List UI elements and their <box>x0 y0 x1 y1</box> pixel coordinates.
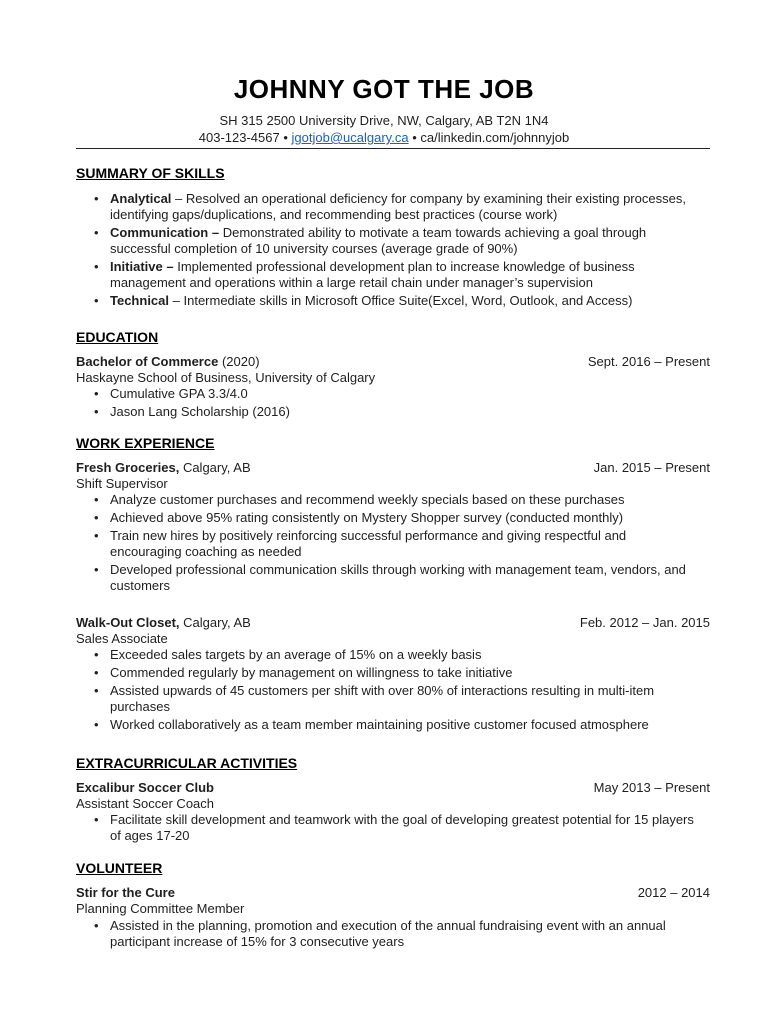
activity-org: Excalibur Soccer Club <box>76 780 214 795</box>
list-item <box>76 191 696 223</box>
skill-sep: – <box>169 293 184 308</box>
skills-list <box>76 191 696 311</box>
list-item <box>76 225 696 257</box>
email-link[interactable]: jgotjob@ucalgary.ca <box>291 130 409 145</box>
address-line: SH 315 2500 University Drive, NW, Calgary, AB T2N 1N4 <box>219 113 549 128</box>
activity-header <box>76 780 710 796</box>
education-date: Sept. 2016 – Present <box>587 354 710 369</box>
employer-location: Calgary, AB <box>179 460 251 475</box>
separator: • <box>412 130 417 145</box>
section-title-skills: SUMMARY OF SKILLS <box>76 165 225 181</box>
skill-text: Demonstrated ability to motivate a team towards achieving a goal through successful completion of 10 university courses (average grade of 90%) <box>110 225 647 256</box>
section-title-education: EDUCATION <box>76 329 159 345</box>
volunteer-list <box>76 918 696 952</box>
candidate-name: JOHNNY GOT THE JOB <box>233 74 535 104</box>
job-title: Shift Supervisor <box>76 476 168 491</box>
linkedin-text: ca/linkedin.com/johnnyjob <box>420 130 570 145</box>
skill-label: Analytical <box>110 191 172 206</box>
list-item: • Facilitate skill development and teamwork with the goal of developing greatest potential for 15 players of ages 17-20 <box>76 812 696 844</box>
list-item: • Achieved above 95% rating consistently on Mystery Shopper survey (conducted monthly) <box>76 510 696 526</box>
employer-name: Fresh Groceries, <box>76 460 180 475</box>
activity-date: May 2013 – Present <box>593 780 710 795</box>
volunteer-date: 2012 – 2014 <box>637 885 710 900</box>
list-item: • Assisted upwards of 45 customers per shift with over 80% of interactions resulting in multi-item purchases <box>76 683 696 715</box>
list-item: • Jason Lang Scholarship (2016) <box>76 404 696 420</box>
section-title-work: WORK EXPERIENCE <box>76 435 215 451</box>
list-item: • Analyze customer purchases and recommend weekly specials based on these purchases <box>76 492 696 508</box>
skill-text: Intermediate skills in Microsoft Office Suite(Excel, Word, Outlook, and Access) <box>183 293 633 308</box>
list-item: • Assisted in the planning, promotion and execution of the annual fundraising event with an annual participant increase of 15% for 3 consecutive years <box>76 918 696 950</box>
education-entry-header <box>76 354 710 370</box>
skill-label: Technical <box>110 293 170 308</box>
skill-sep: – <box>171 191 186 206</box>
job-header <box>76 615 710 631</box>
activity-role: Assistant Soccer Coach <box>76 796 215 811</box>
list-item: • Commended regularly by management on willingness to take initiative <box>76 665 696 681</box>
job-date: Jan. 2015 – Present <box>593 460 710 475</box>
skill-label: Initiative – <box>110 259 174 274</box>
job-duties-list <box>76 647 696 735</box>
list-item <box>76 293 696 309</box>
list-item: • Worked collaboratively as a team member maintaining positive customer focused atmosphere <box>76 717 696 733</box>
section-title-extracurricular: EXTRACURRICULAR ACTIVITIES <box>76 755 298 771</box>
job-header <box>76 460 710 476</box>
list-item: • Cumulative GPA 3.3/4.0 <box>76 386 696 402</box>
degree-year: (2020) <box>218 354 260 369</box>
education-list <box>76 386 696 422</box>
degree-name: Bachelor of Commerce <box>76 354 219 369</box>
separator: • <box>283 130 288 145</box>
section-title-volunteer: VOLUNTEER <box>76 860 163 876</box>
skill-label: Communication – <box>110 225 220 240</box>
list-item: • Exceeded sales targets by an average of 15% on a weekly basis <box>76 647 696 663</box>
phone-number: 403-123-4567 <box>198 130 280 145</box>
skill-text: Resolved an operational deficiency for company by examining their existing processes, identifying gaps/duplications, and recommending best practices (course work) <box>110 191 686 222</box>
activity-list <box>76 812 696 846</box>
employer-location: Calgary, AB <box>179 615 251 630</box>
school-name: Haskayne School of Business, University of Calgary <box>76 370 376 385</box>
list-item: • Train new hires by positively reinforcing successful performance and giving respectful and encouraging coaching as needed <box>76 528 696 560</box>
job-duties-list <box>76 492 696 596</box>
list-item: • Developed professional communication skills through working with management team, vendors, and customers <box>76 562 696 594</box>
job-title: Sales Associate <box>76 631 168 646</box>
employer-name: Walk-Out Closet, <box>76 615 180 630</box>
header-divider <box>76 148 710 149</box>
job-date: Feb. 2012 – Jan. 2015 <box>579 615 710 630</box>
contact-line <box>0 130 768 146</box>
volunteer-header <box>76 885 710 901</box>
list-item <box>76 259 696 291</box>
volunteer-role: Planning Committee Member <box>76 901 245 916</box>
volunteer-org: Stir for the Cure <box>76 885 175 900</box>
skill-text: Implemented professional development plan to increase knowledge of business management and operations within a large retail chain under manager’s supervision <box>110 259 635 290</box>
